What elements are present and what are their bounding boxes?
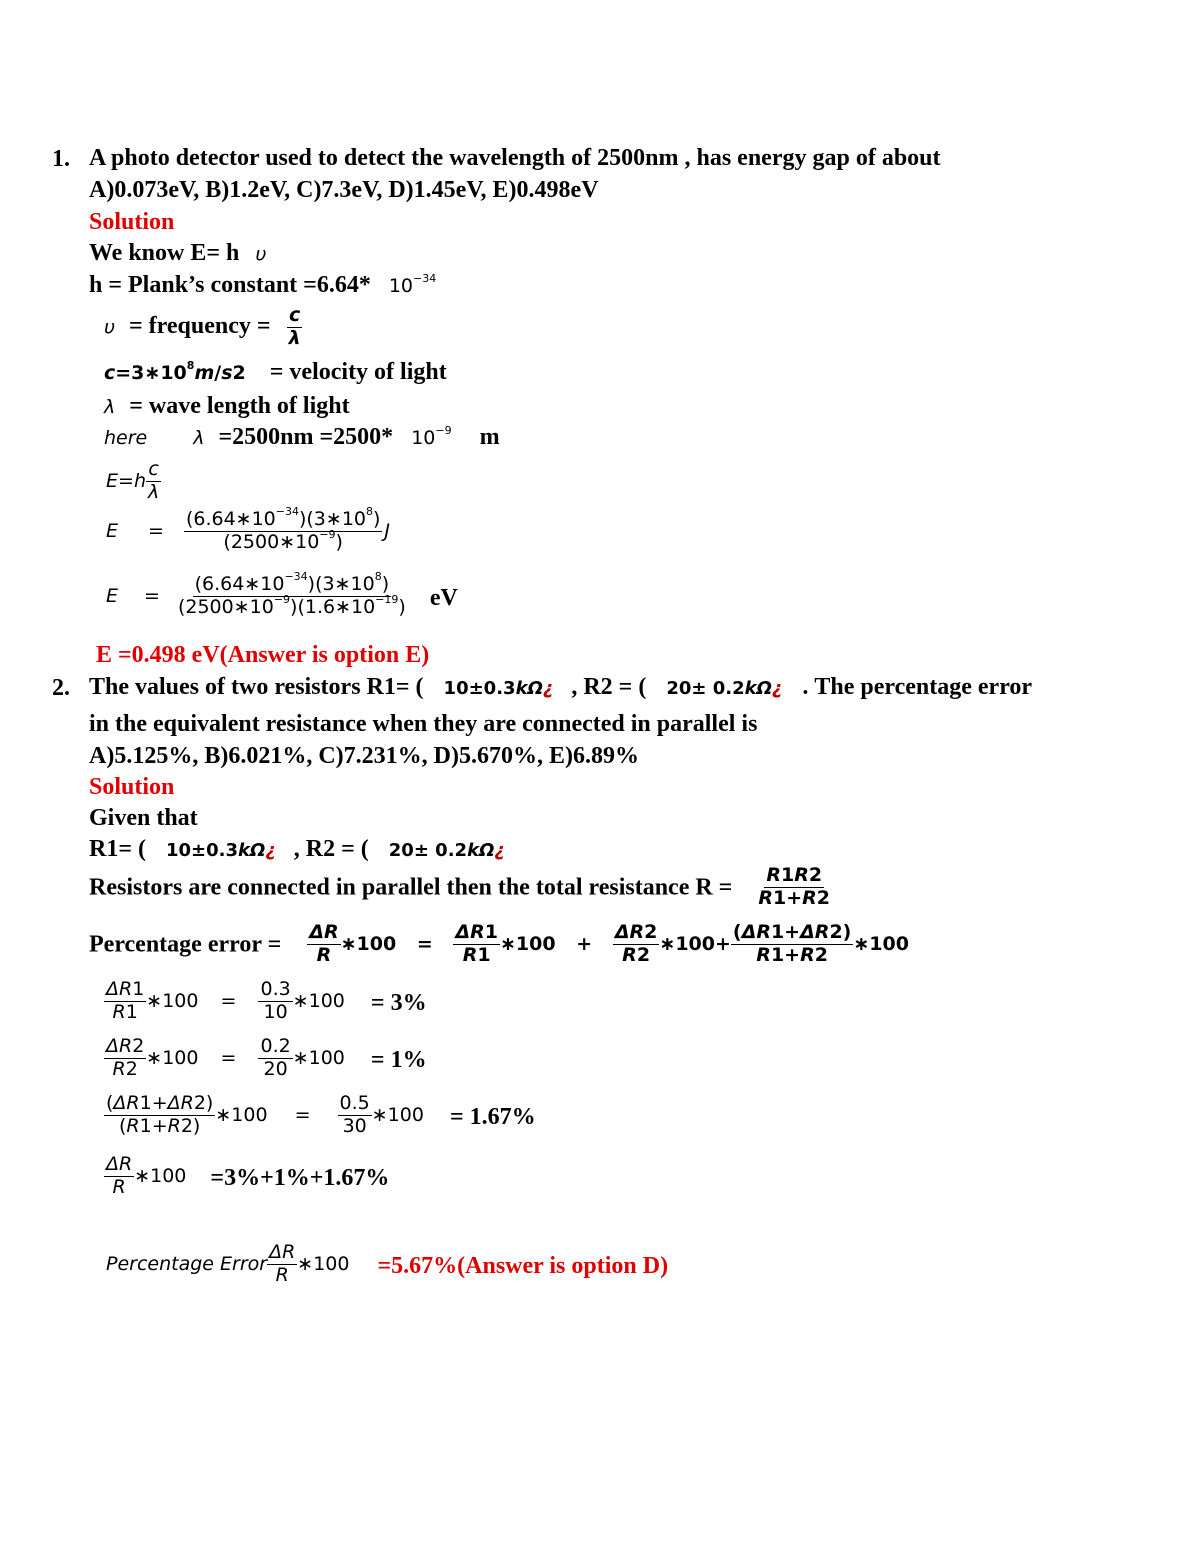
r1-value: 10±0.3kΩ¿ [443,678,554,699]
energy-joule-equation: E = $\frac{(6.64∗10^{-34})(3∗10^8)}{(2500∗10^{-9})}$ J [106,505,391,553]
question-2-number: 2. [52,675,70,701]
percentage-error-line [89,923,909,966]
wavelength-text: = wave length of light [129,393,350,419]
planck-constant-text: h = Plank’s constant =6.64* [89,272,371,298]
unit-m: m [479,424,500,450]
total-error-sum: =3%+1%+1.67% [210,1165,390,1192]
question-2-line-1 [89,675,1032,699]
parallel-line [89,866,832,909]
nano-exponent: $10^{-9}$ [411,424,452,449]
here-word: here [104,427,148,449]
light-speed-line [104,360,447,384]
solution-2-label: Solution [89,774,175,800]
percentage-error-formula: $\frac{\Delta R}{R}$ ∗100 = $\frac{\Delta R1}{R1}$ ∗100 + $\frac{\Delta R2}{R2}$ ∗100+ $\frac{(\Delta R1+\Delta R2)}{R1+R2}$ ∗100 [309,921,909,966]
energy-ev-equation: E = $\frac{(6.64∗10^{-34})(3∗10^8)}{(2500∗10^{-9})(1.6∗10^{-19})}$ eV [106,570,458,618]
c-over-lambda: $\frac{c}{\lambda}$ [288,304,301,349]
question-2-part-3: . The percentage error [802,674,1033,700]
solution-1-label: Solution [89,209,175,235]
r2-value: 20± 0.2kΩ¿ [666,678,783,699]
planck-constant-line [89,273,436,297]
question-2-part-1: The values of two resistors R1= ( [89,674,424,700]
lambda-symbol: λ [104,396,116,418]
delta-r2-result: = 1% [370,1047,427,1074]
r1-label: R1= ( [89,836,146,862]
energy-formula-line [89,241,266,265]
question-1-options: A)0.073eV, B)1.2eV, C)7.3eV, D)1.45eV, E)0.498eV [89,177,599,203]
final-percentage-line: Percentage Error $\frac{\Delta R}{R}$ ∗100 =5.67%(Answer is option D) [106,1241,669,1286]
r1-value: 10±0.3kΩ¿ [166,840,276,861]
planck-exponent: $10^{-34}$ [388,272,437,297]
unit-ev: eV [429,585,458,612]
delta-sum-result: = 1.67% [449,1104,536,1131]
parallel-formula: $\frac{R1R2}{R1+R2}$ [758,864,831,909]
r2-label: , R2 = ( [293,836,369,862]
question-2-line-2: in the equivalent resistance when they are connected in parallel is [89,711,758,737]
delta-r2-line: $\frac{\Delta R2}{R2}$ ∗100 = $\frac{0.2}{20}$ ∗100 = 1% [106,1035,427,1080]
question-2-part-2: , R2 = ( [571,674,647,700]
energy-formula-text: We know E= h [89,240,240,266]
question-1-text: A photo detector used to detect the wavelength of 2500nm , has energy gap of about [89,145,941,171]
given-that: Given that [89,805,198,831]
question-1-number: 1. [52,146,70,172]
frequency-line [104,306,303,349]
r2-value: 20± 0.2kΩ¿ [388,840,505,861]
delta-r1-result: = 3% [370,990,427,1017]
delta-r1-line: $\frac{\Delta R1}{R1}$ ∗100 = $\frac{0.3}{10}$ ∗100 = 3% [106,978,427,1023]
here-line [104,425,500,449]
wavelength-value: =2500nm =2500* [218,424,394,450]
total-error-line: $\frac{\Delta R}{R}$ ∗100 =3%+1%+1.67% [106,1153,390,1198]
energy-hc-lambda: E=h $\frac{c}{\lambda}$ [106,458,160,503]
question-2-options: A)5.125%, B)6.021%, C)7.231%, D)5.670%, E)6.89% [89,743,639,769]
frequency-text: = frequency = [129,312,271,339]
given-resistors-line [89,837,505,861]
lambda-symbol: λ [193,427,205,449]
percentage-error-label: Percentage error = [89,931,282,958]
parallel-text: Resistors are connected in parallel then the total resistance R = [89,874,733,901]
wavelength-line [104,394,350,418]
velocity-text: = velocity of light [269,359,447,385]
light-speed-formula: $c=3∗10^8m/s2$ [104,359,246,384]
answer-2: =5.67%(Answer is option D) [377,1253,669,1280]
answer-1: E =0.498 eV(Answer is option E) [96,642,430,668]
nu-symbol: υ [104,315,115,338]
delta-sum-line: $\frac{(\Delta R1+\Delta R2)}{(R1+R2)}$ ∗100 = $\frac{0.5}{30}$ ∗100 = 1.67% [106,1092,536,1137]
nu-symbol: υ [255,243,267,265]
